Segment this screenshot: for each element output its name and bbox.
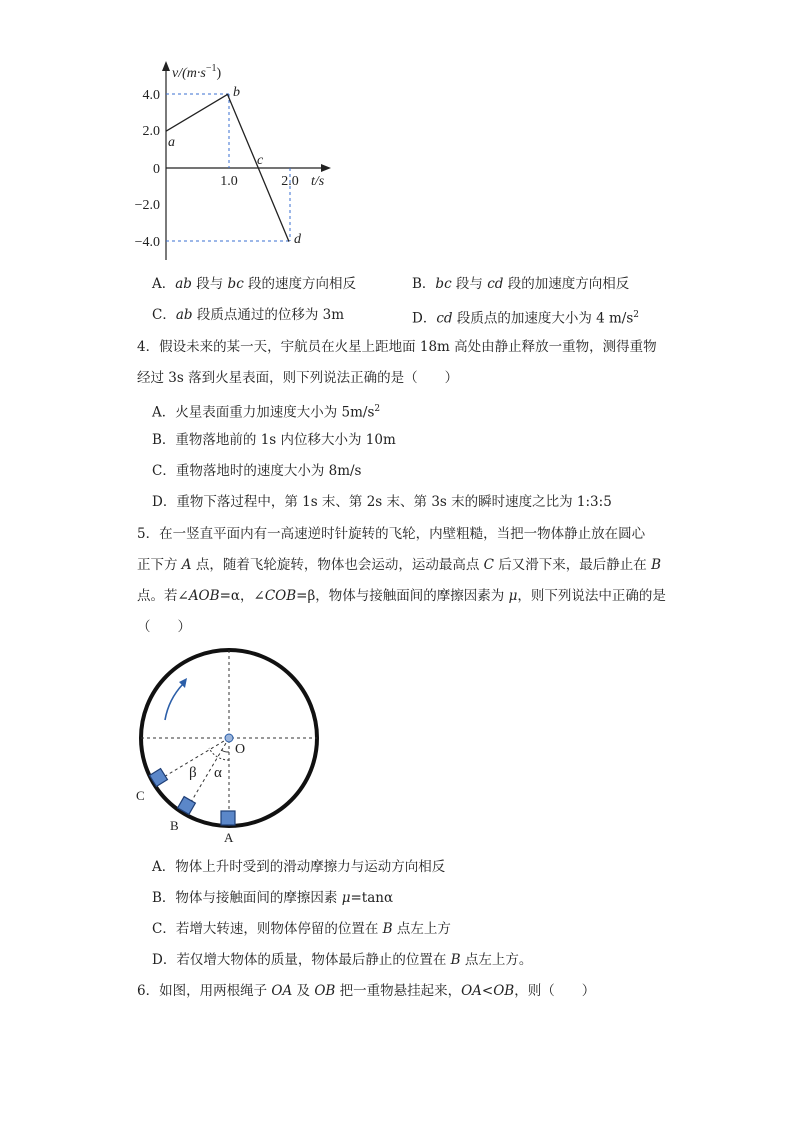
y-tick-2: 2.0 (142, 124, 160, 139)
segment-name: bc (435, 276, 452, 292)
option-text: 点左上方。 (460, 952, 533, 968)
flywheel-figure (125, 640, 335, 850)
q5-option-a (152, 858, 445, 876)
stem-text: 6．如图，用两根绳子 (137, 983, 272, 999)
q3-option-a (152, 275, 356, 293)
superscript: 2 (374, 404, 381, 414)
option-label: A． (152, 859, 176, 875)
label-beta: β (189, 765, 197, 781)
segment-name: bc (227, 276, 244, 292)
rotation-arrow-icon (165, 684, 183, 720)
segment-name: cd (436, 310, 453, 327)
label-c: C (136, 788, 145, 803)
center-point (225, 734, 233, 742)
segment-name: ab (175, 276, 192, 292)
q3-option-d (412, 306, 639, 328)
option-label: D． (152, 952, 177, 968)
q4-option-a (152, 400, 380, 422)
option-label: D． (412, 310, 437, 327)
rope-name: OA (271, 983, 293, 999)
option-text: =tanα (350, 890, 394, 906)
q4-option-c: C．重物落地时的速度大小为 8m/s (152, 463, 362, 479)
y-axis-label: $v/(m\cdot s^{-1})$ (172, 63, 222, 81)
q5-stem-line2 (137, 556, 661, 574)
angle-name: AOB (188, 588, 220, 604)
option-text: 段的速度方向相反 (243, 276, 357, 292)
x-tick-2: 2.0 (281, 174, 299, 189)
point-label-b: b (233, 85, 240, 100)
q5-option-b (152, 889, 393, 907)
point-name: B (450, 952, 461, 968)
point-label-a: a (168, 135, 175, 150)
option-text: A．火星表面重力加速度大小为 5m/s (152, 404, 375, 421)
y-tick-neg2: −2.0 (134, 198, 160, 213)
block-a (221, 811, 235, 825)
option-text: 若仅增大物体的质量，物体最后静止的位置在 (176, 952, 451, 968)
x-axis-arrow (321, 164, 331, 172)
stem-text: 把一重物悬挂起来， (335, 983, 462, 999)
q6-stem (137, 982, 595, 1000)
point-name: A (181, 557, 192, 573)
y-axis-arrow (162, 61, 170, 71)
stem-text: 及 (292, 983, 315, 999)
angle-name: COB (264, 588, 297, 604)
option-label: B． (152, 890, 176, 906)
option-label: B． (412, 276, 436, 292)
q4-option-b: B．重物落地前的 1s 内位移大小为 10m (152, 432, 396, 448)
y-tick-0: 0 (153, 162, 160, 177)
label-b: B (170, 818, 179, 833)
option-label: C． (152, 921, 176, 937)
x-tick-1: 1.0 (220, 174, 238, 189)
y-tick-4: 4.0 (142, 88, 160, 103)
q5-stem-line3 (137, 587, 666, 605)
point-name: B (382, 921, 393, 937)
q4-option-d: D．重物下落过程中，第 1s 末、第 2s 末、第 3s 末的瞬时速度之比为 1:3:5 (152, 494, 612, 510)
alpha-arc (221, 750, 229, 752)
label-alpha: α (214, 765, 222, 781)
point-label-d: d (294, 232, 301, 247)
rope-name: OB (314, 983, 336, 999)
point-label-c: c (257, 153, 264, 168)
option-text: 点左上方 (392, 921, 451, 937)
label-o: O (235, 742, 246, 757)
vt-graph (120, 55, 350, 270)
q5-option-d (152, 951, 532, 969)
q5-stem-line1: 5．在一竖直平面内有一高速逆时针旋转的飞轮，内壁粗糙，当把一物体静止放在圆心 (137, 526, 646, 542)
segment-name: ab (175, 307, 193, 323)
stem-text: ，则下列说法中正确的是 (517, 588, 666, 604)
y-tick-neg4: −4.0 (134, 235, 160, 250)
x-axis-label: t/s (311, 174, 325, 189)
superscript: 2 (633, 310, 640, 320)
label-a: A (224, 830, 234, 845)
q3-option-b (412, 275, 629, 293)
option-text: 段的加速度方向相反 (503, 276, 630, 292)
option-text: 段质点通过的位移为 3m (192, 307, 345, 323)
q5-answer-brackets: （ ） (137, 619, 191, 635)
stem-text: 正下方 (137, 557, 182, 573)
option-text: 物体与接触面间的摩擦因素 (175, 890, 342, 906)
stem-text: 点。若∠ (137, 588, 189, 604)
mu-symbol: μ (508, 588, 518, 604)
stem-text: 后又滑下来，最后静止在 (493, 557, 652, 573)
q3-option-c (152, 306, 344, 324)
mu-symbol: μ (341, 890, 351, 906)
option-text: 段与 (451, 276, 488, 292)
option-label: A． (152, 276, 176, 292)
stem-text: =α，∠ (219, 588, 265, 604)
segment-name: cd (487, 276, 504, 292)
option-text: 若增大转速，则物体停留的位置在 (175, 921, 383, 937)
point-name: B (651, 557, 661, 573)
point-name: C (483, 557, 494, 573)
option-text: 段质点的加速度大小为 4 m/s (452, 310, 634, 327)
q5-option-c (152, 920, 451, 938)
stem-text: =β，物体与接触面间的摩擦因素为 (296, 588, 509, 604)
rope-comparison: OA<OB (461, 983, 515, 999)
stem-text: ，则（ ） (514, 983, 596, 999)
option-text: 物体上升时受到的滑动摩擦力与运动方向相反 (175, 859, 446, 875)
option-text: 段与 (191, 276, 228, 292)
stem-text: 点，随着飞轮旋转，物体也会运动，运动最高点 (191, 557, 484, 573)
q4-stem-line1: 4．假设未来的某一天，宇航员在火星上距地面 18m 高处由静止释放一重物，测得重物 (137, 339, 657, 355)
option-label: C． (152, 307, 176, 323)
q4-stem-line2: 经过 3s 落到火星表面，则下列说法正确的是（ ） (137, 370, 459, 386)
